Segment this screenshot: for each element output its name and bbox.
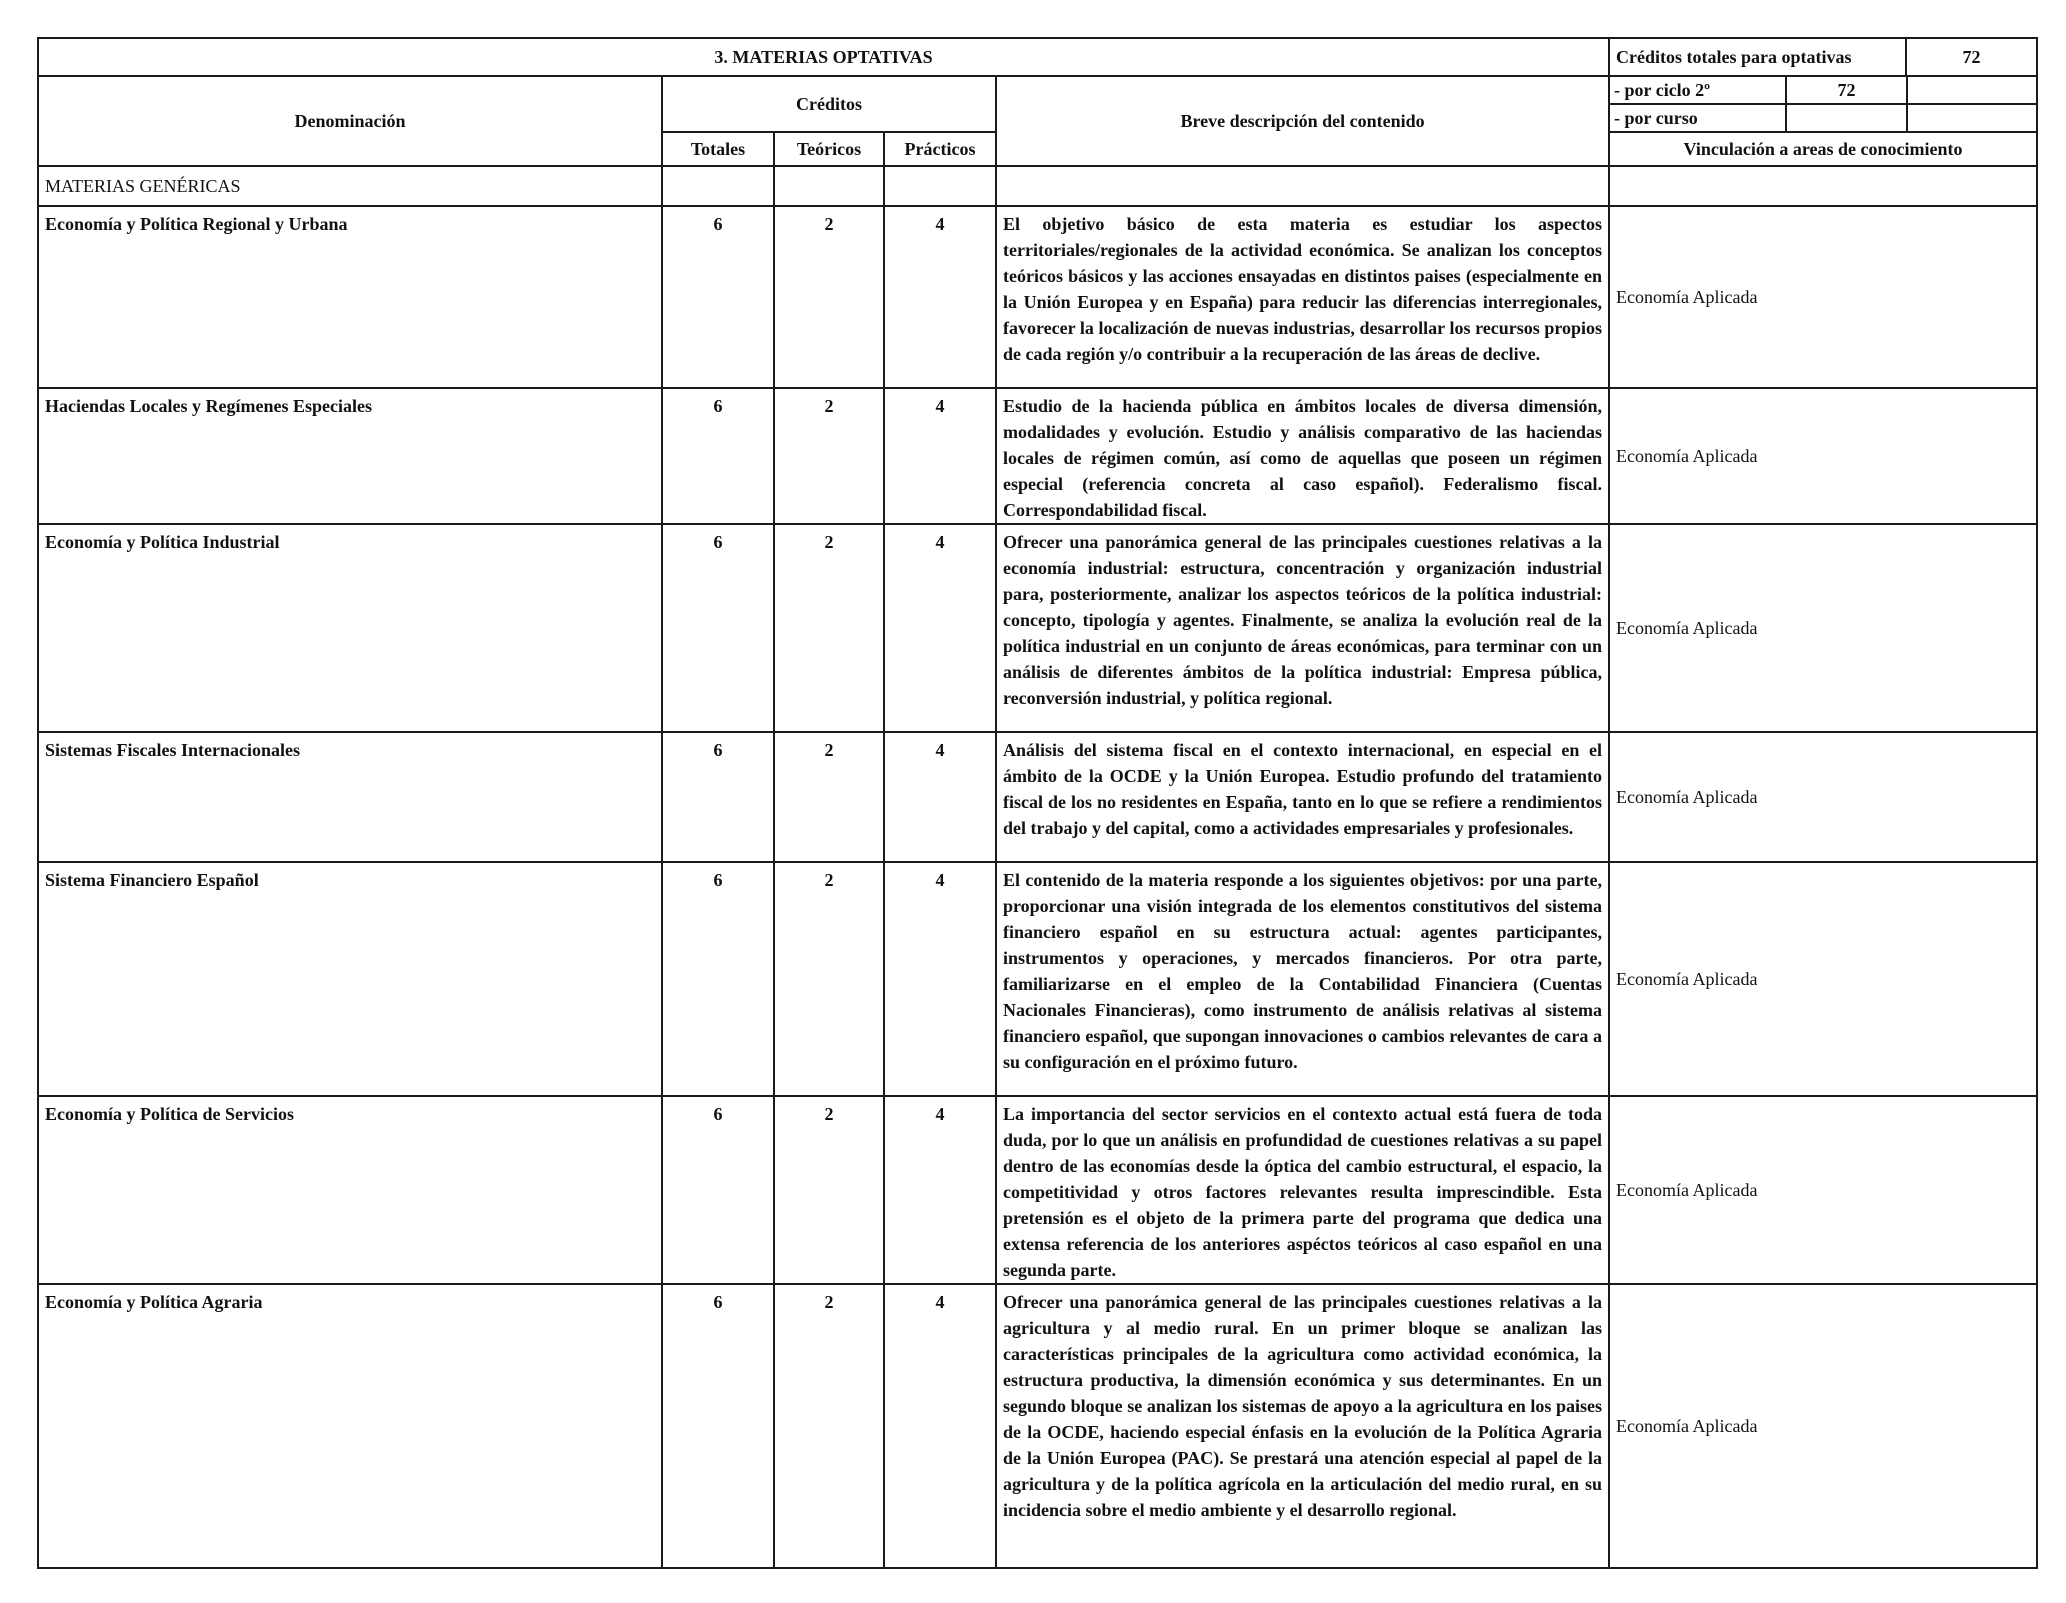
por-ciclo-label: - por ciclo 2º <box>1610 77 1786 104</box>
row-area: Economía Aplicada <box>1609 1284 2037 1568</box>
row-description: Estudio de la hacienda pública en ámbitos locales de diversa dimensión, modalidades y evolución. Estudio y análisis comparativo de las haciendas locales de régimen común, así como de aquellas que poseen un régimen especial (referencia concreta al caso español). Federalismo fiscal. Correspondabilidad fiscal. <box>996 388 1609 524</box>
row-practicos: 4 <box>884 388 996 524</box>
table-row <box>38 206 2037 388</box>
row-name: Sistema Financiero Español <box>38 862 662 1096</box>
ciclo-curso-cell <box>1609 76 2037 132</box>
section-row <box>38 166 2037 206</box>
row-description: El contenido de la materia responde a los siguientes objetivos: por una parte, proporcionar una visión integrada de los elementos constitutivos del sistema financiero español en su estructura actual: agentes participantes, instrumentos y operaciones, y mercados financieros. Por otra parte, familiarizarse en el empleo de la Contabilidad Financiera (Cuentas Nacionales Financieras), como instrumento de análisis relativas al sistema financiero español, que supongan innovaciones o cambios relevantes de cara a su configuración en el próximo futuro. <box>996 862 1609 1096</box>
creditos-totales-label: Créditos totales para optativas <box>1609 38 1906 76</box>
table-row <box>38 388 2037 524</box>
row-description: La importancia del sector servicios en el contexto actual está fuera de toda duda, por lo que un análisis en profundidad de cuestiones relativas a su papel dentro de las economías desde la óptica del cambio estructural, el espacio, la competitividad y otros factores relevantes resulta imprescindible. Esta pretensión es el objeto de la primera parte del programa que dedica una extensa referencia de los anteriores aspéctos teóricos al caso español en una segunda parte. <box>996 1096 1609 1284</box>
totales-header: Totales <box>662 132 774 166</box>
por-ciclo-value: 72 <box>1786 77 1907 104</box>
row-area: Economía Aplicada <box>1609 206 2037 388</box>
row-totales: 6 <box>662 206 774 388</box>
row-practicos: 4 <box>884 862 996 1096</box>
creditos-header: Créditos <box>662 76 996 132</box>
row-description: Ofrecer una panorámica general de las principales cuestiones relativas a la economía industrial: estructura, concentración y organización industrial para, posteriormente, analizar los aspectos teóricos de la política industrial: concepto, tipología y agentes. Finalmente, se analiza la evolución real de la política industrial en un conjunto de áreas económicas, para terminar con un análisis de diferentes ámbitos de la política industrial: Empresa pública, reconversión industrial, y política regional. <box>996 524 1609 732</box>
page-title: 3. MATERIAS OPTATIVAS <box>38 38 1609 76</box>
row-practicos: 4 <box>884 732 996 862</box>
teoricos-header: Teóricos <box>774 132 884 166</box>
por-curso-label: - por curso <box>1614 108 1698 128</box>
row-totales: 6 <box>662 1096 774 1284</box>
denominacion-header: Denominación <box>38 76 662 166</box>
row-totales: 6 <box>662 524 774 732</box>
row-teoricos: 2 <box>774 1284 884 1568</box>
table-row <box>38 1096 2037 1284</box>
row-totales: 6 <box>662 732 774 862</box>
row-area: Economía Aplicada <box>1609 388 2037 524</box>
table-row <box>38 862 2037 1096</box>
row-teoricos: 2 <box>774 1096 884 1284</box>
row-description: Ofrecer una panorámica general de las principales cuestiones relativas a la agricultura y al medio rural. En un primer bloque se analizan las características principales de la agricultura como actividad económica, la estructura productiva, la dimensión económica y sus determinantes. En un segundo bloque se analizan los sistemas de apoyo a la agricultura en los paises de la OCDE, haciendo especial énfasis en la evolución de la Política Agraria de la Unión Europea (PAC). Se prestará una atención especial al papel de la agricultura y de la política agrícola en la articulación del medio rural, en su incidencia sobre el medio ambiente y el desarrollo regional. <box>996 1284 1609 1568</box>
practicos-header: Prácticos <box>884 132 996 166</box>
row-teoricos: 2 <box>774 388 884 524</box>
optativas-table <box>37 37 2038 1569</box>
row-name: Economía y Política Regional y Urbana <box>38 206 662 388</box>
row-practicos: 4 <box>884 206 996 388</box>
vinculacion-header: Vinculación a areas de conocimiento <box>1609 132 2037 166</box>
descripcion-header: Breve descripción del contenido <box>996 76 1609 166</box>
row-teoricos: 2 <box>774 524 884 732</box>
header-row-2 <box>38 76 2037 132</box>
table-row <box>38 524 2037 732</box>
row-teoricos: 2 <box>774 862 884 1096</box>
row-description: Análisis del sistema fiscal en el contexto internacional, en especial en el ámbito de la OCDE y la Unión Europea. Estudio profundo del tratamiento fiscal de los no residentes en España, tanto en lo que se refiere a rendimientos del trabajo y del capital, como a actividades empresariales y profesionales. <box>996 732 1609 862</box>
row-totales: 6 <box>662 388 774 524</box>
table-row <box>38 732 2037 862</box>
row-practicos: 4 <box>884 1284 996 1568</box>
table-row <box>38 1284 2037 1568</box>
row-practicos: 4 <box>884 524 996 732</box>
row-teoricos: 2 <box>774 732 884 862</box>
row-area: Economía Aplicada <box>1609 524 2037 732</box>
row-practicos: 4 <box>884 1096 996 1284</box>
row-totales: 6 <box>662 1284 774 1568</box>
row-totales: 6 <box>662 862 774 1096</box>
row-name: Economía y Política Agraria <box>38 1284 662 1568</box>
section-title: MATERIAS GENÉRICAS <box>38 166 662 206</box>
row-name: Economía y Política Industrial <box>38 524 662 732</box>
por-ciclo-empty <box>1907 77 2037 104</box>
creditos-totales-value: 72 <box>1906 38 2037 76</box>
row-name: Haciendas Locales y Regímenes Especiales <box>38 388 662 524</box>
por-curso-empty <box>1907 104 2037 131</box>
row-area: Economía Aplicada <box>1609 862 2037 1096</box>
header-row-1 <box>38 38 2037 76</box>
row-area: Economía Aplicada <box>1609 1096 2037 1284</box>
row-name: Sistemas Fiscales Internacionales <box>38 732 662 862</box>
row-description: El objetivo básico de esta materia es estudiar los aspectos territoriales/regionales de la actividad económica. Se analizan los conceptos teóricos básicos y las acciones ensayadas en distintos paises (especialmente en la Unión Europea y en España) para reducir las diferencias interregionales, favorecer la localización de nuevas industrias, desarrollar los recursos propios de cada región y/o contribuir a la recuperación de las áreas de declive. <box>996 206 1609 388</box>
por-curso-value <box>1786 104 1907 131</box>
row-name: Economía y Política de Servicios <box>38 1096 662 1284</box>
row-teoricos: 2 <box>774 206 884 388</box>
row-area: Economía Aplicada <box>1609 732 2037 862</box>
